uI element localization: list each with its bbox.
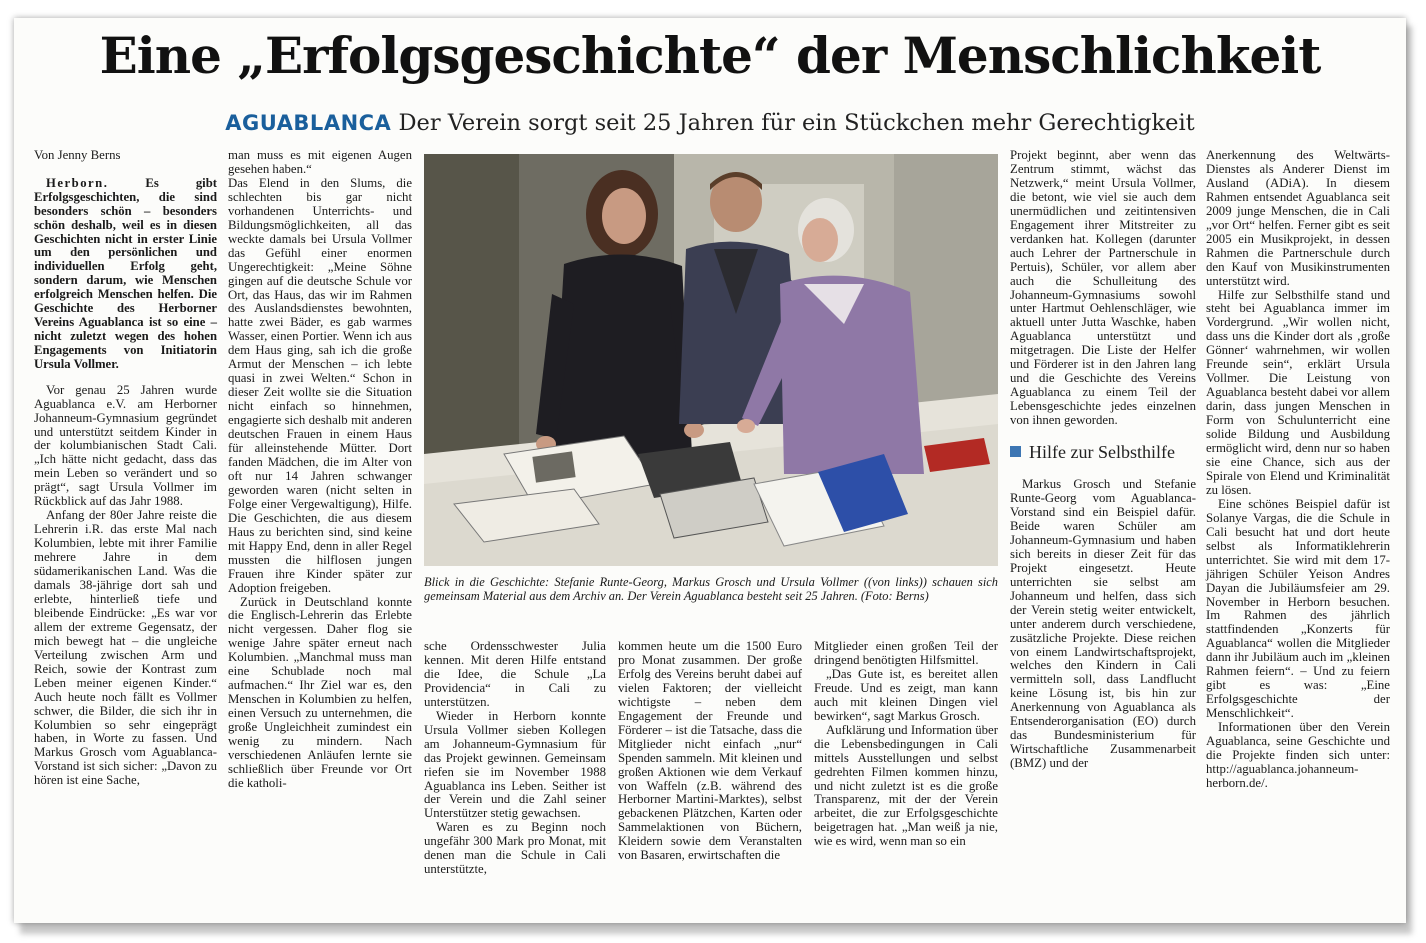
paragraph: Waren es zu Beginn noch ungefähr 300 Mark pro Monat, mit denen man die Schule in Cali unterstützte,: [424, 820, 606, 877]
column-4: [618, 640, 802, 863]
subheadline-row: [14, 110, 1406, 136]
column-2: [228, 149, 412, 791]
paragraph: Aufklärung und Information über die Lebensbedingungen in Cali mittels Ausstellungen und selbst gedrehten Filmen kommen hinzu, und nicht zuletzt ist es die große Transparenz, mit der der Verein arbeitet, die zur Erfolgsgeschichte beigetragen hat. „Man weiß ja nie, wie es wird, wenn man so ein: [814, 722, 998, 849]
kicker: AGUABLANCA: [225, 111, 392, 135]
paragraph: Wieder in Herborn konnte Ursula Vollmer sieben Kollegen am Johanneum-Gymnasium für das Projekt gewinnen. Gemeinsam riefen sie im November 1988 Aguablanca ins Leben. Seither ist der Verein und die Zahl seiner Unterstützer stetig gewachsen.: [424, 708, 606, 821]
byline: Von Jenny Berns: [34, 148, 121, 162]
paragraph: kommen heute um die 1500 Euro pro Monat zusammen. Der große Erfolg des Vereins beruht dabei auf vielen Faktoren; der vielleicht wichtigste – neben dem Engagement der Freunde und Förderer – ist die Tatsache, dass die Mitglieder nicht einfach „nur“ Spenden sammeln. Mit kleinen und großen Aktionen wie dem Verkauf von Waffeln (z.B. während des Herborner Martini-Marktes), selbst gebackenen Plätzchen, Karten oder Sammelaktionen von Büchern, Kleidern sowie dem Veranstalten von Basaren, erwirtschaften die: [618, 639, 802, 863]
paragraph: Vor genau 25 Jahren wurde Aguablanca e.V. am Herborner Johanneum-Gymnasium gegründet und unterstützt seitdem Kinder in der kolumbianischen Stadt Cali. „Ich hätte nicht gedacht, dass das mein Leben so verändert und so prägt“, sagt Ursula Vollmer im Rückblick auf das Jahr 1988.: [34, 382, 217, 509]
article-photo: [424, 154, 998, 566]
paragraph: Mitglieder einen großen Teil der dringend benötigten Hilfsmittel.: [814, 639, 998, 667]
column-3: [424, 640, 606, 877]
paragraph: Anfang der 80er Jahre reiste die Lehrerin i.R. das erste Mal nach Kolumbien, lebte mit ihrer Familie mehrere Jahre in dem südamerikanischen Land. Was die damals 38-jährige dort sah und erlebte, hinterließ tiefe und bleibende Eindrücke: „Es war vor allem der extreme Gegensatz, der mich bewegt hat – die ungleiche Verteilung zwischen Arm und Reich, sowie der Kontrast zum Leben meiner eigenen Kinder.“ Auch heute noch fällt es Vollmer schwer, die Bilder, die sich ihr in Kolumbien so sehr eingeprägt haben, in Worte zu fassen. Und Markus Grosch vom Aguablanca-Vorstand ist sich sicher: „Davon zu hören ist eine Sache,: [34, 508, 217, 788]
section-subhead: [1010, 442, 1196, 462]
lead-text: Es gibt Erfolgsgeschichten, die sind besonders schön – besonders schön deshalb, weil es in diesen Geschichten nicht in erster Linie um den persönlichen und individuellen Erfolg geht, sondern darum, wie Menschen erfolgreich Menschen helfen. Die Geschichte des Herborner Vereins Aguablanca ist so eine – nicht zuletzt wegen des hohen Engagements von Initiatorin Ursula Vollmer.: [34, 175, 217, 371]
paragraph: Informationen über den Verein Aguablanca, seine Geschichte und die Projekte finden sich unter: http://aguablanca.johanneum-herborn.de/.: [1206, 720, 1390, 790]
square-bullet-icon: [1010, 446, 1021, 457]
column-7: [1206, 149, 1390, 791]
subheadline: Der Verein sorgt seit 25 Jahren für ein Stückchen mehr Gerechtigkeit: [398, 110, 1195, 136]
subhead-text: Hilfe zur Selbsthilfe: [1029, 442, 1175, 463]
paragraph: Markus Grosch und Stefanie Runte-Georg vom Aguablanca-Vorstand sind ein Beispiel dafür. Beide waren Schüler am Johanneum-Gymnasium und haben sich bereits in dieser Zeit für das Projekt eingesetzt. Heute unterrichten sie selbst am Johanneum und helfen, dass sich der Verein stetig weiter entwickelt, unter anderem durch verschiedene, zusätzliche Projekte. Diese reichen von einem Landwirtschaftsprojekt, welches den Kindern in Cali vermitteln soll, dass Landflucht keine Lösung ist, bis hin zur Anerkennung von Aguablanca als Entsenderorganisation (EO) durch das Bundesministerium für Wirtschaftliche Zusammenarbeit (BMZ) und der: [1010, 477, 1196, 771]
lead-paragraph: [34, 177, 217, 372]
column-5-bottom: [814, 640, 998, 849]
paragraph: Eine schönes Beispiel dafür ist Solanye Vargas, die die Schule in Cali besucht hat und dort heute selbst als Informatiklehrerin unterrichtet. Sie wird mit dem 17-jährigen Schüler Yeison Andres Dayan die Jubiläumsfeier am 29. November in Herborn besuchen. Im Rahmen des jährlich stattfindenden „Konzerts für Aguablanca“ wollen die Mitglieder dann ihr Jubiläum auch im „kleinen Rahmen feiern“. – Und zu feiern gibt es was: „Eine Erfolgsgeschichte der Menschlichkeit“.: [1206, 496, 1390, 721]
paragraph: „Das Gute ist, es bereitet allen Freude. Und es zeigt, man kann auch mit kleinen Dingen viel bewirken“, sagt Markus Grosch.: [814, 666, 998, 723]
paragraph: Hilfe zur Selbsthilfe stand und steht bei Aguablanca immer im Vordergrund. „Wir wollen nicht, dass uns die Kinder dort als ‚große Gönner‘ wahrnehmen, wir wollen Freunde sein“, erklärt Ursula Vollmer. Die Leistung von Aguablanca besteht dabei vor allem darin, dass jungen Menschen in Form von Schulunterricht eine solide Bildung und Ausbildung ermöglicht wird, denn nur so haben sie eine Chance, sich aus der Spirale von Elend und Kriminalität zu lösen.: [1206, 287, 1390, 497]
photo-caption: Blick in die Geschichte: Stefanie Runte-Georg, Markus Grosch und Ursula Vollmer ((von links)) schauen sich gemeinsam Material aus dem Archiv an. Der Verein Aguablanca besteht seit 25 Jahren. (Foto: Berns): [424, 575, 998, 603]
paragraph: sche Ordensschwester Julia kennen. Mit deren Hilfe entstand die Idee, die Schule „La Providencia“ in Cali zu unterstützen.: [424, 639, 606, 709]
column-1: [34, 149, 217, 788]
headline: Eine „Erfolgsgeschichte“ der Menschlichkeit: [99, 26, 1321, 85]
paragraph: Zurück in Deutschland konnte die Englisch-Lehrerin das Erlebte nicht vergessen. Daher flog sie wenige Jahre später erneut nach Kolumbien. „Manchmal muss man eine Schublade noch mal aufmachen.“ Ihr Ziel war es, den Menschen in Kolumbien zu helfen, einen Versuch zu unternehmen, die große Ungleichheit zumindest ein wenig zu mindern. Nach verschiedenen Anläufen lernte sie schließlich über Freunde vor Ort die katholi-: [228, 594, 412, 790]
lead-location: Herborn.: [46, 175, 109, 190]
paragraph: Anerkennung des Weltwärts-Dienstes als Anderer Dienst im Ausland (ADiA). In diesem Rahmen entsendet Aguablanca seit 2009 junge Menschen, die in Cali „vor Ort“ helfen. Ferner gibt es seit 2005 ein Musikprojekt, in dessen Rahmen die Partnerschule durch den Kauf von Musikinstrumenten unterstützt wird.: [1206, 148, 1390, 288]
paragraph: Das Elend in den Slums, die schlechten bis gar nicht vorhandenen Unterrichts- und Bildungsmöglichkeiten, all das weckte damals bei Ursula Vollmer das Gefühl einer enormen Ungerechtigkeit: „Meine Söhne gingen auf die deutsche Schule vor Ort, das Haus, das wir im Rahmen des Auslandsdienstes bewohnten, hatte zwei Bäder, es gab warmes Wasser, einen Portier. Wenn ich aus dem Haus ging, sah ich die große Armut der Menschen – ich lebte quasi in zwei Welten.“ Schon in dieser Zeit wollte sie die Situation nicht einfach so hinnehmen, engagierte sich deshalb mit anderen deutschen Frauen in einem Haus für alleinstehende Mütter. Dort fanden Mädchen, die im Alter von oft nur 14 Jahren schwanger geworden waren (nicht selten in Folge einer Vergewaltigung), Hilfe. Die Geschichten, die aus diesem Haus zu berichten sind, sind keine mit Happy End, denn in aller Regel mussten die hilflosen jungen Frauen ihre Kinder später zur Adoption freigeben.: [228, 175, 412, 595]
photo-illustration: [424, 154, 998, 566]
paragraph: Projekt beginnt, aber wenn das Zentrum stimmt, wächst das Netzwerk,“ meint Ursula Vollmer, die betont, wie viel sie auch dem unermüdlichen und zeitintensiven Engagement ihrer Mitstreiter zu verdanken hat. Kollegen (darunter auch Lehrer der Partnerschule in Pertuis), Schüler, vor allem aber auch die Schulleitung des Johanneum-Gymnasiums sowohl unter Hartmut Oehlenschläger, wie aktuell unter Jutta Waschke, haben Aguablanca unterstützt und mitgetragen. Die Liste der Helfer und Förderer ist in den Jahren lang und die Geschichte des Vereins Aguablanca zu einem Teil der Lebensgeschichte jedes einzelnen von ihnen geworden.: [1010, 148, 1196, 428]
column-6: [1010, 149, 1196, 771]
newspaper-clipping: [14, 18, 1406, 923]
paragraph: man muss es mit eigenen Augen gesehen haben.“: [228, 148, 412, 176]
